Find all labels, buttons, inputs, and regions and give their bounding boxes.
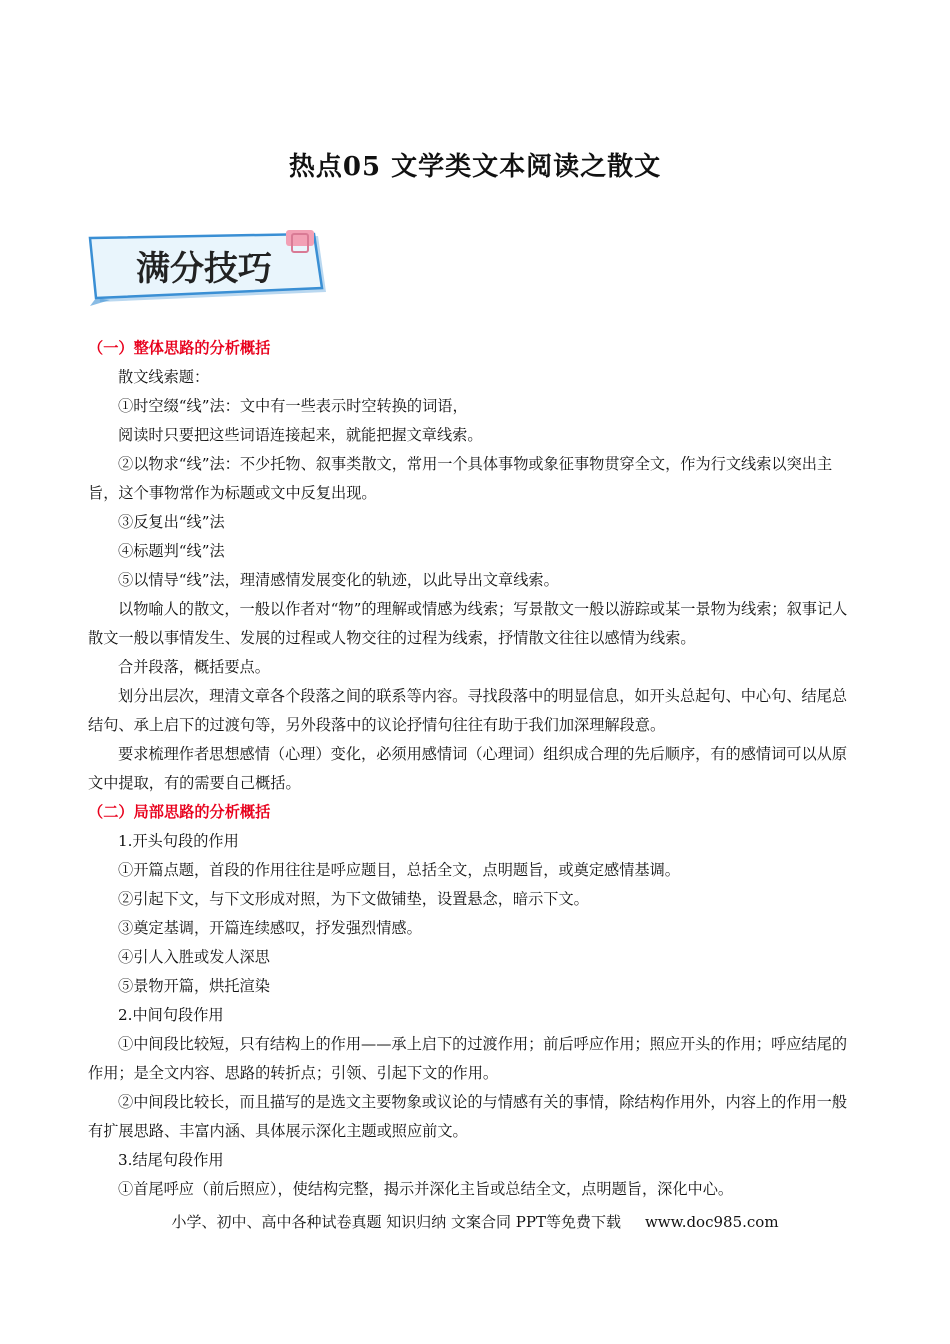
section-heading: （二）局部思路的分析概括 xyxy=(88,803,271,821)
badge-label: 满分技巧 xyxy=(136,249,272,289)
paragraph: ①时空缀“线”法：文中有一些表示时空转换的词语， xyxy=(118,397,468,415)
paragraph: 划分出层次，理清文章各个段落之间的联系等内容。寻找段落中的明显信息，如开头总起句、中心句、结尾总结句、承上启下的过渡句等，另外段落中的议论抒情句往往有助于我们加深理解段意。 xyxy=(88,687,847,734)
page-title: 热点05 文学类文本阅读之散文 xyxy=(288,152,662,182)
paragraph: 合并段落，概括要点。 xyxy=(118,658,270,676)
paragraph: ⑤景物开篇，烘托渲染 xyxy=(118,977,270,995)
paragraph: ③反复出“线”法 xyxy=(118,513,225,531)
footer-text: 小学、初中、高中各种试卷真题 知识归纳 文案合同 PPT等免费下载 xyxy=(171,1213,621,1231)
footer-url[interactable]: www.doc985.com xyxy=(644,1213,779,1231)
paragraph: 2.中间句段作用 xyxy=(118,1006,224,1024)
paragraph: ③奠定基调，开篇连续感叹，抒发强烈情感。 xyxy=(118,919,422,937)
paragraph: ④引人入胜或发人深思 xyxy=(118,948,270,966)
paragraph: 3.结尾句段作用 xyxy=(118,1151,224,1169)
paragraph: ⑤以情导“线”法，理清感情发展变化的轨迹，以此导出文章线索。 xyxy=(118,571,559,589)
document-body xyxy=(88,334,860,1204)
paragraph: ④标题判“线”法 xyxy=(118,542,225,560)
paragraph: ②引起下文，与下文形成对照，为下文做铺垫，设置悬念，暗示下文。 xyxy=(118,890,589,908)
paragraph: ②中间段比较长，而且描写的是选文主要物象或议论的与情感有关的事情，除结构作用外，内容上的作用一般有扩展思路、丰富内涵、具体展示深化主题或照应前文。 xyxy=(88,1093,847,1140)
paragraph: ①首尾呼应（前后照应），使结构完整，揭示并深化主旨或总结全文，点明题旨，深化中心。 xyxy=(118,1180,734,1198)
paragraph: ①中间段比较短，只有结构上的作用——承上启下的过渡作用；前后呼应作用；照应开头的作用；呼应结尾的作用；是全文内容、思路的转折点；引领、引起下文的作用。 xyxy=(88,1035,847,1082)
paragraph: 阅读时只要把这些词语连接起来，就能把握文章线索。 xyxy=(118,426,483,444)
footer xyxy=(0,1211,950,1232)
paragraph: 要求梳理作者思想感情（心理）变化，必须用感情词（心理词）组织成合理的先后顺序，有的感情词可以从原文中提取，有的需要自己概括。 xyxy=(88,745,847,792)
paragraph: 散文线索题： xyxy=(118,368,210,386)
paragraph: ②以物求“线”法：不少托物、叙事类散文，常用一个具体事物或象征事物贯穿全文，作为行文线索以突出主旨，这个事物常作为标题或文中反复出现。 xyxy=(88,455,833,502)
paragraph: 1.开头句段的作用 xyxy=(118,832,239,850)
paragraph: ①开篇点题，首段的作用往往是呼应题目，总括全文，点明题旨，或奠定感情基调。 xyxy=(118,861,680,879)
paragraph: 以物喻人的散文，一般以作者对“物”的理解或情感为线索；写景散文一般以游踪或某一景物为线索；叙事记人散文一般以事情发生、发展的过程或人物交往的过程为线索，抒情散文往往以感情为线索。 xyxy=(88,600,848,647)
tips-badge xyxy=(86,230,332,310)
section-heading: （一）整体思路的分析概括 xyxy=(88,339,271,357)
